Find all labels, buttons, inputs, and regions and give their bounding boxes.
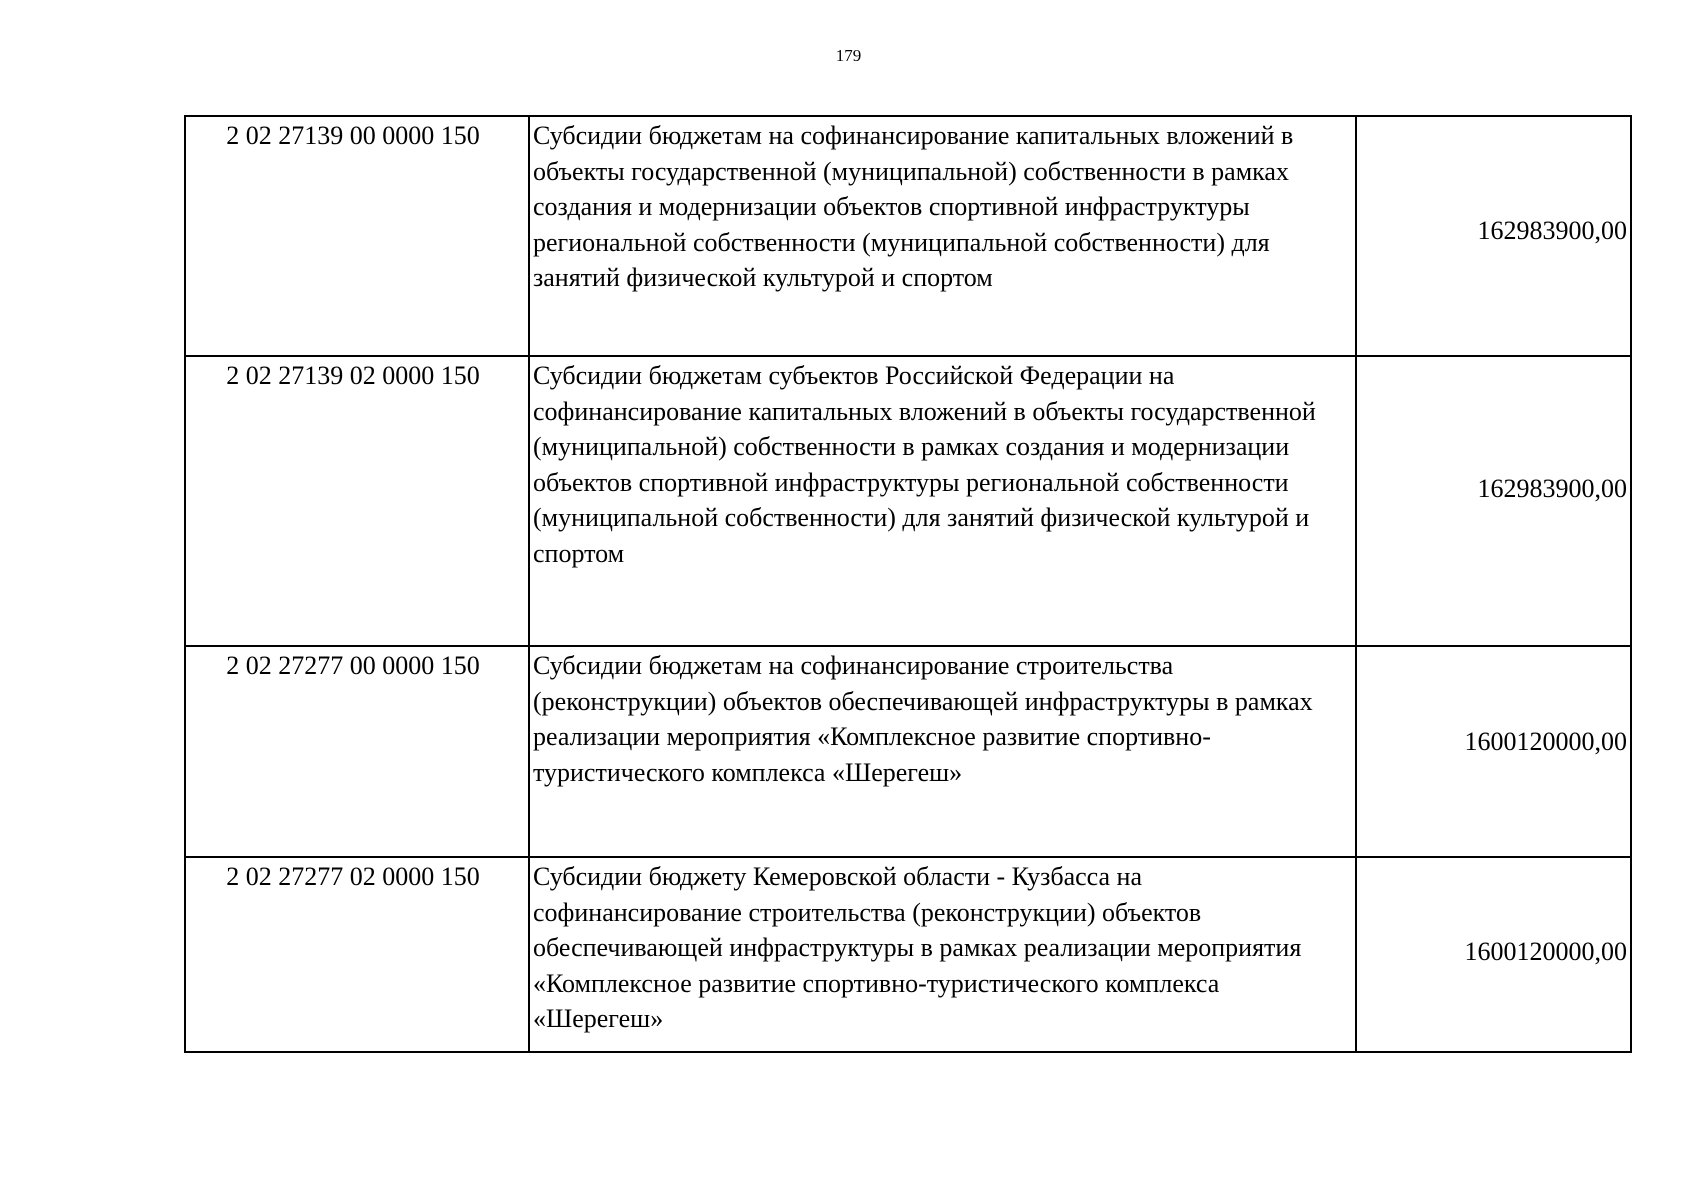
amount-cell: 162983900,00 — [1356, 356, 1631, 646]
description-cell: Субсидии бюджетам на софинансирование строительства (реконструкции) объектов обеспечивающей инфраструктуры в рамках реализации мероприятия «Комплексное развитие спортивно-туристического комплекса «Шерегеш» — [529, 646, 1356, 857]
budget-code-cell: 2 02 27277 02 0000 150 — [185, 857, 529, 1052]
amount-cell: 162983900,00 — [1356, 116, 1631, 356]
description-cell: Субсидии бюджету Кемеровской области - Кузбасса на софинансирование строительства (реконструкции) объектов обеспечивающей инфраструктуры в рамках реализации мероприятия «Комплексное развитие спортивно-туристического комплекса «Шерегеш» — [529, 857, 1356, 1052]
table-row — [185, 857, 1631, 1052]
budget-table — [184, 115, 1632, 1053]
amount-cell: 1600120000,00 — [1356, 857, 1631, 1052]
table-row — [185, 116, 1631, 356]
description-cell: Субсидии бюджетам на софинансирование капитальных вложений в объекты государственной (муниципальной) собственности в рамках создания и модернизации объектов спортивной инфраструктуры региональной собственности (муниципальной собственности) для занятий физической культурой и спортом — [529, 116, 1356, 356]
table-row — [185, 356, 1631, 646]
budget-code-cell: 2 02 27139 02 0000 150 — [185, 356, 529, 646]
amount-cell: 1600120000,00 — [1356, 646, 1631, 857]
table-row — [185, 646, 1631, 857]
budget-code-cell: 2 02 27139 00 0000 150 — [185, 116, 529, 356]
budget-code-cell: 2 02 27277 00 0000 150 — [185, 646, 529, 857]
page-number: 179 — [835, 46, 862, 65]
description-cell: Субсидии бюджетам субъектов Российской Федерации на софинансирование капитальных вложений в объекты государственной (муниципальной) собственности в рамках создания и модернизации объектов спортивной инфраструктуры региональной собственности (муниципальной собственности) для занятий физической культурой и спортом — [529, 356, 1356, 646]
